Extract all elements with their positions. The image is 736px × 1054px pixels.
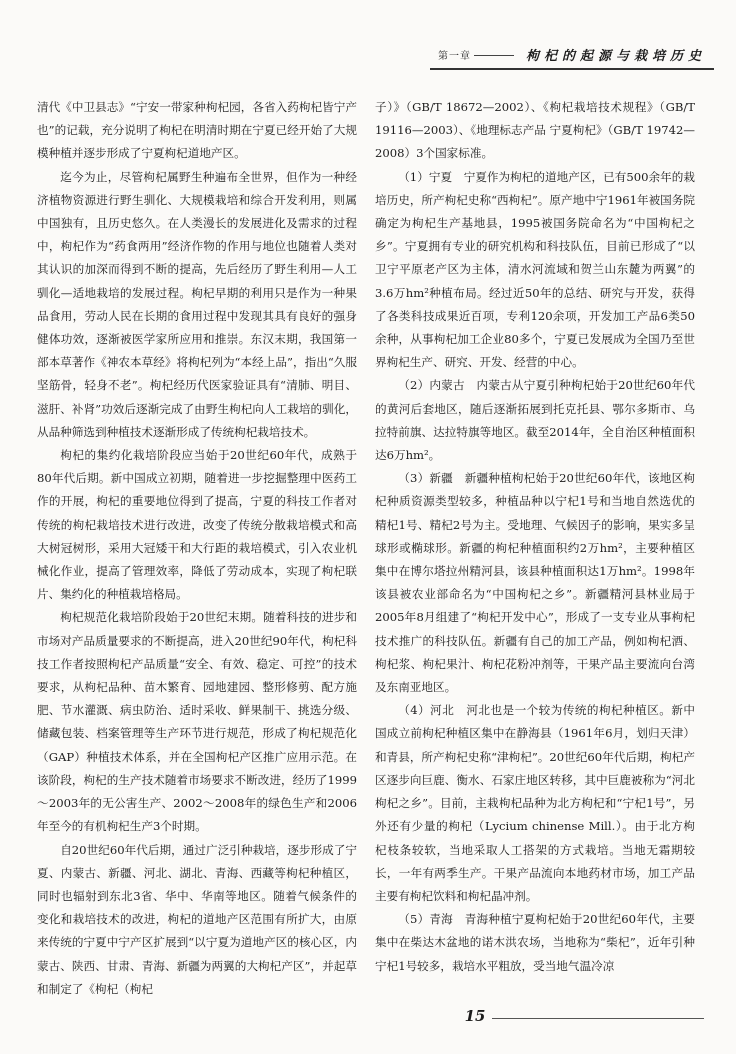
- paragraph-hebei: （4）河北 河北也是一个较为传统的枸杞种植区。新中国成立前枸杞种植区集中在静海县（1961年6月，划归天津）和青县，所产枸杞史称“津枸杞”。20世纪60年代后期，枸杞产区逐步向巨鹿、衡水、石家庄地区转移，其中巨鹿被称为“河北枸杞之乡”。目前，主栽枸杞品种为北方枸杞和“宁杞1号”，另外还有少量的枸杞（Lycium chinense Mill.）。由于北方枸杞枝条较软，当地采取人工搭架的方式栽培。当地无霜期较长，一年有两季生产。干果产品流向本地药材市场，加工产品主要有枸杞饮料和枸杞晶冲剂。: [375, 703, 695, 903]
- paragraph-qinghai: （5）青海 青海种植宁夏枸杞始于20世纪60年代，主要集中在柴达木盆地的诺木洪农场，当地称为“柴杞”，近年引种宁杞1号较多，栽培水平粗放，受当地气温冷凉: [375, 912, 695, 973]
- page-footer: [0, 1007, 736, 1029]
- paragraph-xinjiang: （3）新疆 新疆种植枸杞始于20世纪60年代，该地区枸杞种质资源类型较多，种植品种以宁杞1号和当地自然选优的精杞1号、精杞2号为主。受地理、气候因子的影响，果实多呈球形或椭球形。新疆的枸杞种植面积约2万hm²，主要种植区集中在博尔塔拉州精河县，该县种植面积达1万hm²。1998年该县被农业部命名为“中国枸杞之乡”。新疆精河县林业局于2005年8月组建了“枸杞开发中心”，形成了一支专业从事枸杞技术推广的科技队伍。新疆有自己的加工产品，例如枸杞酒、枸杞浆、枸杞果汁、枸杞花粉冲剂等，干果产品主要流向台湾及东南亚地区。: [375, 471, 695, 695]
- page-number: 15: [464, 1007, 486, 1025]
- chapter-label: 第一章: [438, 51, 471, 62]
- paragraph-ningxia: （1）宁夏 宁夏作为枸杞的道地产区，已有500余年的栽培历史，所产枸杞史称“西枸杞”。原产地中宁1961年被国务院确定为枸杞生产基地县，1995被国务院命名为“中国枸杞之乡”。宁夏拥有专业的研究机构和科技队伍，目前已形成了“以卫宁平原老产区为主体，清水河流域和贺兰山东麓为两翼”的3.6万hm²种植布局。经过近50年的总结、研究与开发，获得了各类科技成果近百项，专利120余项，开发加工产品6类50余种，从事枸杞加工企业80多个，宁夏已发展成为全国乃至世界枸杞生产、研究、开发、经营的中心。: [375, 169, 695, 370]
- left-column: [37, 96, 357, 1001]
- paragraph-neimenggu: （2）内蒙古 内蒙古从宁夏引种枸杞始于20世纪60年代的黄河后套地区，随后逐渐拓展到托克托县、鄂尔多斯市、乌拉特前旗、达拉特旗等地区。截至2014年，全自治区种植面积达6万hm²。: [375, 378, 695, 463]
- paragraph: 清代《中卫县志》“宁安一带家种枸杞园，各省入药枸杞皆宁产也”的记载，充分说明了枸杞在明清时期在宁夏已经开始了大规模种植并逐步形成了宁夏枸杞道地产区。: [37, 100, 357, 161]
- header-rule: [474, 55, 514, 56]
- paragraph: 子）》（GB/T 18672—2002）、《枸杞栽培技术规程》（GB/T 19116—2003）、《地理标志产品 宁夏枸杞》（GB/T 19742—2008）3个国家标准。: [375, 100, 695, 161]
- paragraph: 枸杞规范化栽培阶段始于20世纪末期。随着科技的进步和市场对产品质量要求的不断提高，进入20世纪90年代，枸杞科技工作者按照枸杞产品质量“安全、有效、稳定、可控”的技术要求，从枸杞品种、苗木繁育、园地建园、整形修剪、配方施肥、节水灌溉、病虫防治、适时采收、鲜果制干、挑选分级、储藏包装、档案管理等生产环节进行规范，形成了枸杞规范化（GAP）种植技术体系，并在全国枸杞产区推广应用示范。在该阶段，枸杞的生产技术随着市场要求不断改进，经历了1999～2003年的无公害生产、2002～2008年的绿色生产和2006年至今的有机枸杞生产3个时期。: [37, 610, 357, 834]
- chapter-title: 枸杞的起源与栽培历史: [526, 49, 707, 64]
- running-header: [430, 44, 714, 70]
- footer-rule: [492, 1018, 704, 1019]
- paragraph: 迄今为止，尽管枸杞属野生种遍布全世界，但作为一种经济植物资源进行野生驯化、大规模栽培和综合开发利用，则属中国独有，且历史悠久。在人类漫长的发展进化及需求的过程中，枸杞作为“药食两用”经济作物的作用与地位也随着人类对其认识的加深而得到不断的提高，先后经历了野生利用—人工驯化—适地栽培的发展过程。枸杞早期的利用只是作为一种果品食用，劳动人民在长期的食用过程中发现其具有良好的强身健体功效，逐渐被医学家所应用和推崇。东汉末期，我国第一部本草著作《神农本草经》将枸杞列为“本经上品”，指出“久服坚筋骨，轻身不老”。枸杞经历代医家验证具有“清肺、明目、滋肝、补肾”功效后逐渐完成了由野生枸杞向人工栽培的驯化，从品种筛选到种植技术逐渐形成了传统枸杞栽培技术。: [37, 169, 357, 439]
- paragraph: 枸杞的集约化栽培阶段应当始于20世纪60年代，成熟于80年代后期。新中国成立初期，随着进一步挖掘整理中医药工作的开展，枸杞的重要地位得到了提高，宁夏的科技工作者对传统的枸杞栽培技术进行改进，改变了传统分散栽培模式和高大树冠树形，采用大冠矮干和大行距的栽培模式，引入农业机械化作业，提高了管理效率，降低了劳动成本，实现了枸杞联片、集约化的种植栽培格局。: [37, 448, 357, 602]
- paragraph: 自20世纪60年代后期，通过广泛引种栽培，逐步形成了宁夏、内蒙古、新疆、河北、湖北、青海、西藏等枸杞种植区，同时也辐射到东北3省、华中、华南等地区。随着气候条件的变化和栽培技术的改进，枸杞的道地产区范围有所扩大，由原来传统的宁夏中宁产区扩展到“以宁夏为道地产区的核心区，内蒙古、陕西、甘肃、青海、新疆为两翼的大枸杞产区”，并起草和制定了《枸杞（枸杞: [37, 842, 357, 996]
- right-column: [375, 96, 695, 978]
